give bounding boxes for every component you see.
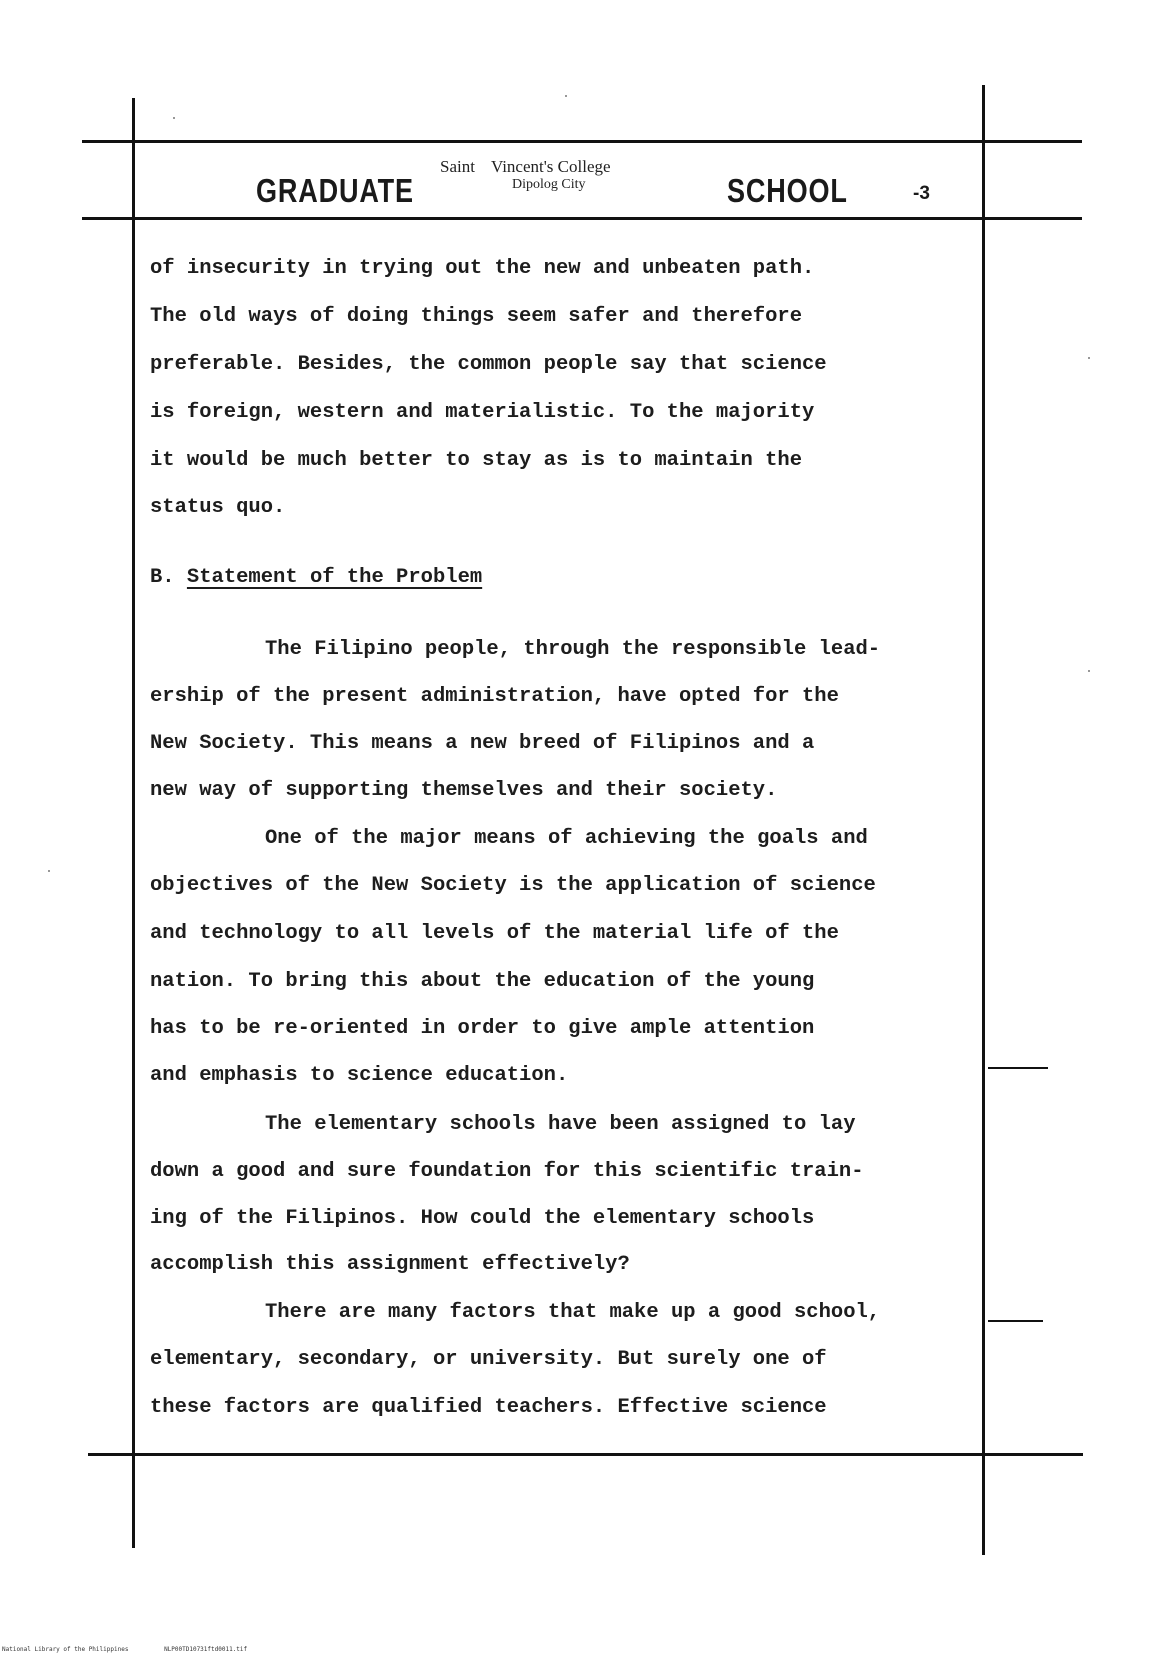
text-line: it would be much better to stay as is to maintain the	[150, 449, 803, 472]
scan-speck	[1088, 357, 1090, 359]
text-line: The old ways of doing things seem safer and therefore	[150, 305, 803, 328]
page-number: -3	[913, 183, 930, 204]
text-line: of insecurity in trying out the new and unbeaten path.	[150, 257, 815, 280]
scan-speck	[48, 870, 50, 872]
text-line: accomplish this assignment effectively?	[150, 1253, 630, 1276]
text-line: is foreign, western and materialistic. To the majority	[150, 401, 815, 424]
text-line: The elementary schools have been assigned to lay	[265, 1113, 856, 1136]
footer-rule	[88, 1453, 1083, 1456]
text-line: preferable. Besides, the common people say that science	[150, 353, 827, 376]
college-city: Dipolog City	[512, 177, 586, 192]
section-title: Statement of the Problem	[186, 566, 483, 589]
scan-footer	[2, 1646, 279, 1653]
text-line: down a good and sure foundation for this scientific train-	[150, 1160, 864, 1183]
college-name-block	[440, 158, 690, 194]
text-line: There are many factors that make up a good school,	[265, 1301, 881, 1324]
scan-speck	[565, 95, 567, 97]
college-name: Vincent's College	[490, 157, 611, 176]
text-line: One of the major means of achieving the goals and	[265, 827, 868, 850]
text-line: and technology to all levels of the material life of the	[150, 922, 839, 945]
text-line: status quo.	[150, 496, 286, 519]
text-line: ership of the present administration, have opted for the	[150, 685, 839, 708]
text-line: nation. To bring this about the education of the young	[150, 970, 815, 993]
header-bottom-rule	[82, 217, 1082, 220]
text-line: elementary, secondary, or university. But surely one of	[150, 1348, 827, 1371]
text-line: ing of the Filipinos. How could the elementary schools	[150, 1207, 815, 1230]
right-tick-mark	[988, 1320, 1043, 1322]
text-line: The Filipino people, through the responsible lead-	[265, 638, 881, 661]
header-graduate: GRADUATE	[256, 172, 414, 209]
text-line: these factors are qualified teachers. Effective science	[150, 1396, 827, 1419]
section-letter: B.	[150, 566, 175, 589]
right-margin-rule	[982, 85, 985, 1555]
header-school: SCHOOL	[727, 172, 848, 209]
college-saint: Saint	[440, 157, 475, 176]
text-line: New Society. This means a new breed of Filipinos and a	[150, 732, 815, 755]
scan-speck	[173, 117, 175, 119]
scan-speck	[1088, 670, 1090, 672]
text-line: has to be re-oriented in order to give ample attention	[150, 1017, 815, 1040]
left-margin-rule	[132, 98, 135, 1548]
text-line: and emphasis to science education.	[150, 1064, 569, 1087]
footer-library: National Library of the Philippines	[2, 1646, 129, 1653]
footer-file-id: NLP00TD10731ftd0011.tif	[164, 1646, 248, 1653]
section-heading	[150, 566, 482, 589]
header-top-rule	[82, 140, 1082, 143]
text-line: objectives of the New Society is the application of science	[150, 874, 876, 897]
right-tick-mark	[988, 1067, 1048, 1069]
text-line: new way of supporting themselves and their society.	[150, 779, 778, 802]
